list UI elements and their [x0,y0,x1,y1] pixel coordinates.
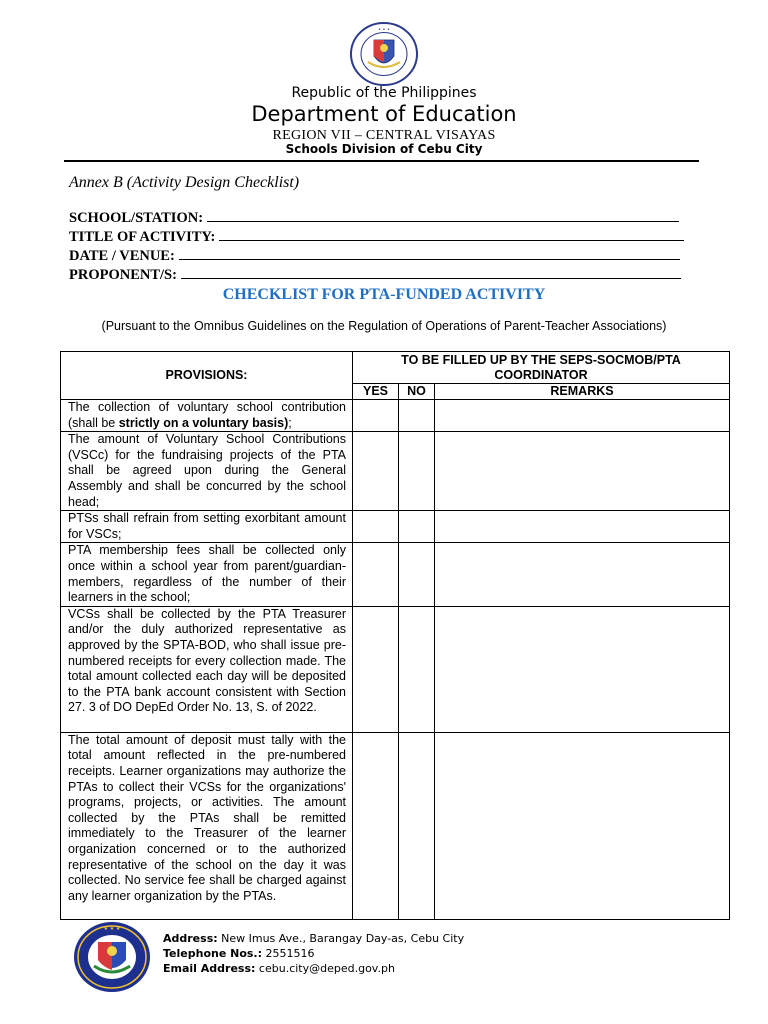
provision-text: PTA membership fees shall be collected only once within a school year from parent/guardian-members, regardless of the number of their learners in the school; [61,543,353,606]
field-label: TITLE OF ACTIVITY: [69,229,216,245]
svg-text:★ ★ ★: ★ ★ ★ [103,926,121,932]
division-text: Schools Division of Cebu City [285,142,483,156]
region-text: REGION VII – CENTRAL VISAYAS [272,128,496,143]
provision-text: The total amount of deposit must tally with the total amount reflected in the pre-numbered receipts. Learner organizations may authorize the PTAs to collect their VCSs for the organizations' programs, projects, or activities. The amount collected by the PTAs shall be remitted immediately to the Treasurer of the learner organization concerned or to the authorized representative of the school on the day it was collected. No service fee shall be charged against any learner organization by the PTAs. [61,732,353,919]
address-label: Address: [163,932,218,945]
provision-text: The collection of voluntary school contribution (shall be strictly on a voluntary basis); [61,400,353,432]
table-row [61,511,730,543]
remarks-cell[interactable] [435,543,730,606]
provision-text: VCSs shall be collected by the PTA Treasurer and/or the duly authorized representative as approved by the SPTA-BOD, who shall issue pre-numbered receipts for every collection made. The total amount collected each day will be deposited to the PTA bank account consistent with Section 27. 3 of DO DepEd Order No. 13, S. of 2022. [61,606,353,732]
table-row [61,543,730,606]
yes-cell[interactable] [353,432,399,511]
remarks-cell[interactable] [435,511,730,543]
yes-cell[interactable] [353,606,399,732]
yes-cell[interactable] [353,400,399,432]
telephone-value: 2551516 [265,947,315,960]
remarks-cell[interactable] [435,432,730,511]
table-row [61,400,730,432]
table-row [61,606,730,732]
footer-email [163,962,395,975]
provisions-header: PROVISIONS: [61,352,353,400]
field-label: DATE / VENUE: [69,248,175,264]
footer-telephone [163,947,315,960]
filled-by-header: TO BE FILLED UP BY THE SEPS-SOCMOB/PTA COORDINATOR [353,352,730,384]
remarks-header: REMARKS [435,384,730,400]
division-cebu-city-logo [72,920,152,994]
checklist-title: CHECKLIST FOR PTA-FUNDED ACTIVITY [222,286,546,303]
republic-text: Republic of the Philippines [291,85,477,101]
no-cell[interactable] [399,400,435,432]
email-value[interactable]: cebu.city@deped.gov.ph [258,962,395,975]
yes-header: YES [353,384,399,400]
field-label: PROPONENT/S: [69,267,177,283]
school-station-field [69,209,679,227]
remarks-cell[interactable] [435,400,730,432]
yes-cell[interactable] [353,511,399,543]
yes-cell[interactable] [353,543,399,606]
table-row [61,432,730,511]
remarks-cell[interactable] [435,606,730,732]
school-station-blank[interactable] [207,209,679,222]
header-divider [64,160,699,162]
email-label: Email Address: [163,962,256,975]
no-cell[interactable] [399,432,435,511]
no-header: NO [399,384,435,400]
proponents-blank[interactable] [181,266,681,279]
no-cell[interactable] [399,606,435,732]
provision-text: PTSs shall refrain from setting exorbitant amount for VSCs; [61,511,353,543]
address-value: New Imus Ave., Barangay Day-as, Cebu City [221,932,465,945]
footer-address [163,932,464,945]
provision-text: The amount of Voluntary School Contributions (VSCc) for the fundraising projects of the PTA shall be agreed upon during the General Assembly and shall be concurred by the school head; [61,432,353,511]
proponents-field [69,266,681,284]
department-title: Department of Education [251,102,517,126]
date-venue-blank[interactable] [179,247,680,260]
yes-cell[interactable] [353,732,399,919]
title-of-activity-blank[interactable] [219,228,684,241]
checklist-table [60,351,730,920]
remarks-cell[interactable] [435,732,730,919]
no-cell[interactable] [399,732,435,919]
no-cell[interactable] [399,511,435,543]
annex-title: Annex B (Activity Design Checklist) [69,174,300,191]
title-of-activity-field [69,228,684,246]
date-venue-field [69,247,680,265]
deped-seal-logo [348,22,420,86]
field-label: SCHOOL/STATION: [69,210,204,226]
table-header-row [61,352,730,384]
table-row [61,732,730,919]
telephone-label: Telephone Nos.: [163,947,263,960]
no-cell[interactable] [399,543,435,606]
pursuant-note: (Pursuant to the Omnibus Guidelines on the Regulation of Operations of Parent-Teacher Associations) [101,319,667,333]
svg-text:• • •: • • • [377,27,391,33]
